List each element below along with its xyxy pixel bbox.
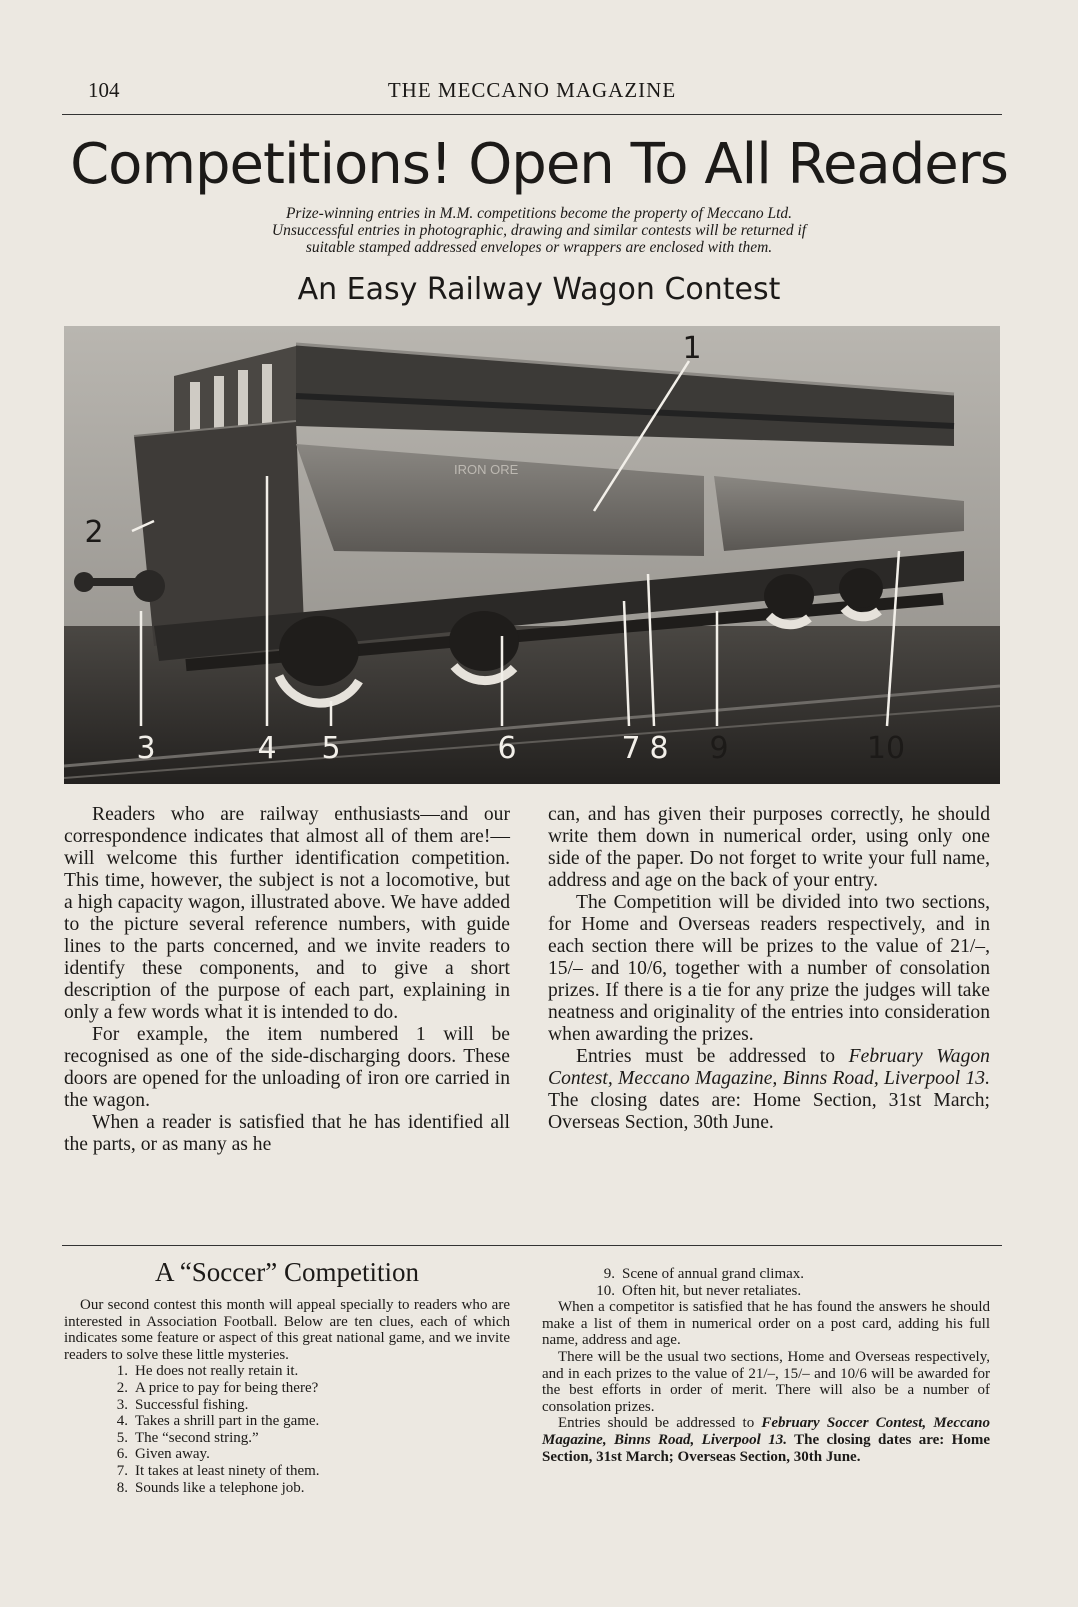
label-10: 10 xyxy=(866,731,906,766)
clue-number: 3. xyxy=(116,1396,128,1413)
clue-text: Sounds like a telephone job. xyxy=(135,1479,305,1496)
wagon-article-left-column xyxy=(64,804,510,1156)
soccer-entries-paragraph xyxy=(542,1415,990,1465)
entries-closing-dates: The closing dates are: Home Section, 31st March; Overseas Section, 30th June. xyxy=(548,1090,990,1133)
clue-text: It takes at least ninety of them. xyxy=(135,1462,320,1479)
clue-item xyxy=(104,1413,510,1430)
article-paragraph: For example, the item numbered 1 will be recognised as one of the side-discharging doors. These doors are opened for the unloading of iron ore carried in the wagon. xyxy=(64,1024,510,1111)
entries-prefix: Entries should be addressed to xyxy=(558,1415,762,1432)
soccer-answer-paragraph: When a competitor is satisfied that he has found the answers he should make a list of them in numerical order on a post card, adding his full name, address and age. xyxy=(542,1299,990,1349)
clue-text: A price to pay for being there? xyxy=(135,1379,319,1396)
label-7: 7 xyxy=(621,731,641,766)
label-9: 9 xyxy=(709,731,729,766)
clue-text: Often hit, but never retaliates. xyxy=(622,1282,802,1299)
clue-number: 8. xyxy=(116,1479,128,1496)
clue-text: Successful fishing. xyxy=(135,1396,249,1413)
clue-item xyxy=(104,1397,510,1414)
article-paragraph: Readers who are railway enthusiasts—and our correspondence indicates that almost all of them are!—will welcome this further identification competition. This time, however, the subject is not a locomotive, but a high capacity wagon, illustrated above. We have added to the picture several reference numbers, with guide lines to the parts concerned, and we invite readers to identify these components, and to give a short description of the purpose of each part, explaining in only a few words what it is intended to do. xyxy=(64,804,510,1023)
entries-prefix: Entries must be addressed to xyxy=(576,1046,849,1067)
label-1: 1 xyxy=(682,331,702,366)
clue-list-continued xyxy=(542,1266,990,1299)
clue-number: 4. xyxy=(116,1413,128,1430)
notice-line: suitable stamped addressed envelopes or wrappers are enclosed with them. xyxy=(305,239,773,256)
entries-paragraph xyxy=(548,1046,990,1134)
clue-item xyxy=(587,1266,990,1283)
magazine-title: THE MECCANO MAGAZINE xyxy=(387,78,677,102)
wagon-lettering: IRON ORE xyxy=(454,462,519,477)
soccer-sections-paragraph: There will be the usual two sections, Home and Overseas respectively, and in each prizes to the value of 21/–, 15/– and 10/6 will be awarded for the best efforts in order of merit. There will also be a number of consolation prizes. xyxy=(542,1348,990,1415)
article-paragraph: The Competition will be divided into two sections, for Home and Overseas readers respectively, and in each section there will be prizes to the value of 21/–, 15/– and 10/6, together with a number of consolation prizes. If there is a tie for any prize the judges will take neatness and originality of the entries into consideration when awarding the prizes. xyxy=(548,892,990,1045)
clue-item xyxy=(587,1283,990,1300)
clue-number: 9. xyxy=(603,1266,615,1282)
label-8: 8 xyxy=(649,731,669,766)
clue-number: 1. xyxy=(116,1363,128,1380)
label-4: 4 xyxy=(257,731,277,766)
notice-line: Prize-winning entries in M.M. competitions become the property of Meccano Ltd. xyxy=(285,205,793,222)
entries-address: February Wagon Contest, Meccano Magazine, Binns Road, Liverpool 13. xyxy=(548,1046,990,1089)
prize-notice xyxy=(150,205,928,256)
entries-closing-dates: The closing dates are: Home Section, 31st March; Overseas Section, 30th June. xyxy=(542,1431,990,1465)
clue-number: 5. xyxy=(116,1429,128,1446)
notice-line: Unsuccessful entries in photographic, drawing and similar contests will be returned if xyxy=(271,222,807,239)
soccer-right-column xyxy=(542,1266,990,1465)
clue-number: 7. xyxy=(116,1462,128,1479)
page-title: Competitions! Open To All Readers xyxy=(70,132,1008,197)
label-6: 6 xyxy=(497,731,517,766)
section-divider xyxy=(62,1245,1002,1246)
clue-item xyxy=(104,1446,510,1463)
clue-number: 6. xyxy=(116,1446,128,1463)
clue-text: The “second string.” xyxy=(135,1429,259,1446)
article-paragraph: When a reader is satisfied that he has identified all the parts, or as many as he xyxy=(64,1112,510,1155)
label-5: 5 xyxy=(321,731,341,766)
soccer-left-column xyxy=(64,1297,510,1496)
clue-item xyxy=(104,1430,510,1447)
clue-item xyxy=(104,1463,510,1480)
clue-number: 2. xyxy=(116,1379,128,1396)
clue-item xyxy=(104,1380,510,1397)
article-paragraph: can, and has given their purposes correctly, he should write them down in numerical order, using only one side of the paper. Do not forget to write your full name, address and age on the back of your entry. xyxy=(548,804,990,891)
wagon-article-right-column xyxy=(548,804,990,1134)
label-3: 3 xyxy=(136,731,156,766)
soccer-intro: Our second contest this month will appeal specially to readers who are interested in Association Football. Below are ten clues, each of which indicates some feature or aspect of this great national game, and we invite readers to solve these little mysteries. xyxy=(64,1297,510,1363)
clue-list xyxy=(64,1363,510,1496)
label-2: 2 xyxy=(84,515,104,550)
clue-item xyxy=(104,1363,510,1380)
clue-text: Given away. xyxy=(135,1446,210,1463)
page-header xyxy=(62,78,1002,115)
entries-address: February Soccer Contest, Meccano Magazine, Binns Road, Liverpool 13. xyxy=(542,1415,990,1448)
clue-text: Takes a shrill part in the game. xyxy=(135,1413,320,1430)
clue-text: He does not really retain it. xyxy=(135,1363,299,1380)
clue-text: Scene of annual grand climax. xyxy=(622,1266,805,1282)
clue-item xyxy=(104,1480,510,1497)
page-number: 104 xyxy=(88,78,120,102)
soccer-contest-title: A “Soccer” Competition xyxy=(155,1257,419,1287)
clue-number: 10. xyxy=(596,1282,615,1299)
wagon-photo xyxy=(64,326,1000,784)
wagon-contest-title: An Easy Railway Wagon Contest xyxy=(297,272,781,307)
